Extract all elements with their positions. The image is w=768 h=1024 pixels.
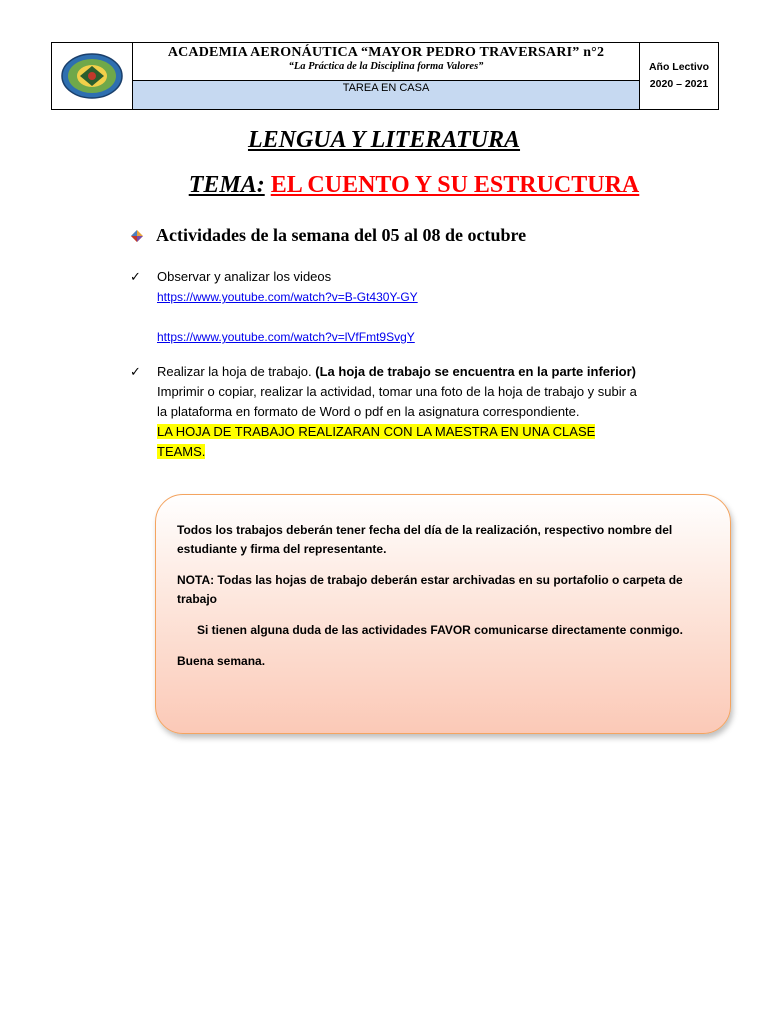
teams-highlight: LA HOJA DE TRABAJO REALIZARAN CON LA MAESTRA EN UNA CLASE TEAMS.: [157, 424, 596, 459]
year-label: Año Lectivo: [648, 61, 710, 73]
logo-cell: [52, 43, 133, 109]
institution-name: ACADEMIA AERONÁUTICA “MAYOR PEDRO TRAVERSARI” n°2: [167, 45, 605, 60]
colored-diamond-icon: [130, 229, 144, 243]
subject-title: LENGUA Y LITERATURA: [247, 127, 521, 153]
item2-text-end: Imprimir o copiar, realizar la actividad, tomar una foto de la hoja de trabajo y subir a la plataforma en formato de Word o pdf en la asignatura correspondiente.: [157, 384, 637, 419]
item2-text-start: Realizar la hoja de trabajo.: [157, 364, 316, 379]
year-cell: [640, 43, 718, 109]
document-header: [51, 42, 719, 110]
note-paragraph-4: Buena semana.: [177, 654, 266, 668]
topic-text: EL CUENTO Y SU ESTRUCTURA: [270, 172, 640, 198]
topic-heading: [0, 172, 768, 199]
topic-label: TEMA:: [188, 172, 265, 198]
institution-motto: “La Práctica de la Disciplina forma Valores”: [288, 61, 484, 72]
academy-logo: [60, 52, 124, 100]
activities-heading: [130, 225, 526, 246]
video-link-1[interactable]: https://www.youtube.com/watch?v=B-Gt430Y-GY: [157, 290, 418, 304]
item1-text: Observar y analizar los videos: [157, 269, 332, 284]
header-title-cell: [133, 43, 640, 109]
task-label: TAREA EN CASA: [133, 80, 639, 109]
checkmark-icon: ✓: [130, 364, 141, 379]
year-value: 2020 – 2021: [649, 78, 709, 90]
note-box: [155, 494, 731, 734]
list-item: [130, 362, 650, 462]
video-link-2[interactable]: https://www.youtube.com/watch?v=lVfFmt9SvgY: [157, 330, 415, 344]
list-item: [130, 267, 418, 347]
item2-bold: (La hoja de trabajo se encuentra en la parte inferior): [315, 364, 637, 379]
note-paragraph-1: Todos los trabajos deberán tener fecha del día de la realización, respectivo nombre del estudiante y firma del representante.: [177, 523, 673, 556]
checkmark-icon: ✓: [130, 269, 141, 284]
note-paragraph-2: NOTA: Todas las hojas de trabajo deberán estar archivadas en su portafolio o carpeta de trabajo: [177, 573, 683, 606]
note-paragraph-3: Si tienen alguna duda de las actividades FAVOR comunicarse directamente conmigo.: [197, 623, 683, 637]
activities-title: Actividades de la semana del 05 al 08 de octubre: [156, 225, 527, 245]
